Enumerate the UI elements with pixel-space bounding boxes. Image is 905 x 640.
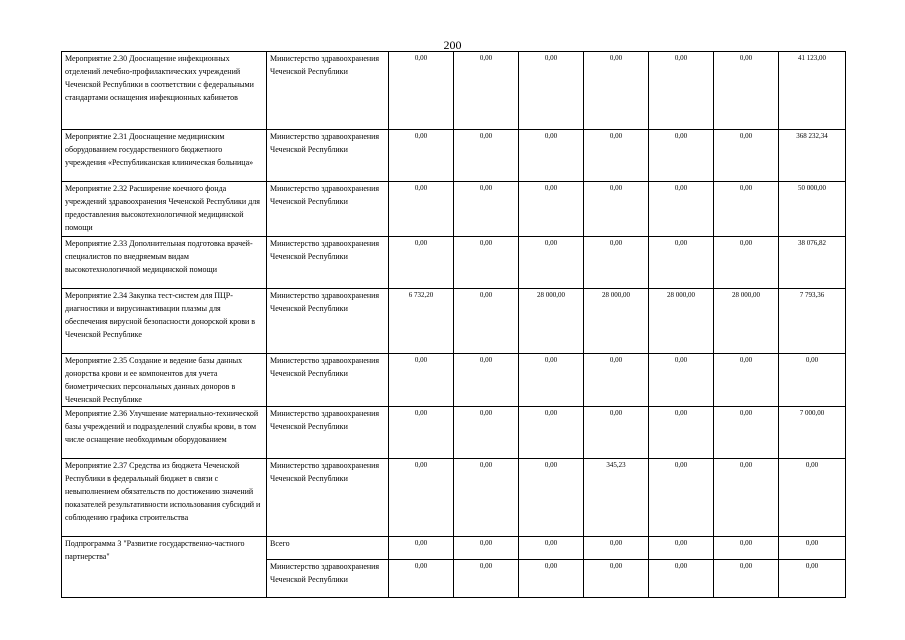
responsible-org: Министерство здравоохранения Чеченской Республики	[270, 132, 380, 154]
value-cell: 0,00	[714, 537, 779, 560]
value-cell: 0,00	[389, 407, 454, 459]
activity-name-cell	[62, 289, 267, 354]
value-cell: 28 000,00	[649, 289, 714, 354]
responsible-org: Министерство здравоохранения Чеченской Республики	[270, 54, 380, 76]
value-cell: 0,00	[519, 52, 584, 130]
value-cell: 0,00	[649, 560, 714, 598]
responsible-org-cell	[267, 52, 389, 130]
value-cell: 0,00	[454, 407, 519, 459]
activity-name: Мероприятие 2.30 Дооснащение инфекционных отделений лечебно-профилактических учреждений Чеченской Республики в соответствии с федеральными стандартами оснащения инфекционных кабинетов	[65, 54, 254, 102]
table-row	[62, 407, 846, 459]
value-cell: 0,00	[454, 354, 519, 407]
value-cell: 0,00	[454, 130, 519, 182]
subprogram-name-cell	[62, 537, 267, 598]
table-row	[62, 459, 846, 537]
activity-name: Мероприятие 2.33 Дополнительная подготовка врачей-специалистов по внедряемым видам высокотехнологичной медицинской помощи	[65, 239, 253, 274]
value-cell: 28 000,00	[584, 289, 649, 354]
value-cell: 50 000,00	[779, 182, 846, 237]
table-row	[62, 52, 846, 130]
responsible-org-cell	[267, 354, 389, 407]
value-cell: 0,00	[389, 537, 454, 560]
value-cell: 0,00	[519, 459, 584, 537]
value-cell: 0,00	[454, 459, 519, 537]
value-cell: 0,00	[519, 237, 584, 289]
value-cell: 0,00	[649, 52, 714, 130]
value-cell: 38 076,82	[779, 237, 846, 289]
responsible-org-cell	[267, 560, 389, 598]
value-cell: 0,00	[389, 237, 454, 289]
activity-name-cell	[62, 130, 267, 182]
activity-name: Мероприятие 2.36 Улучшение материально-технической базы учреждений и подразделений службы крови, в том числе оснащение необходимым оборудованием	[65, 409, 259, 444]
value-cell: 0,00	[779, 560, 846, 598]
budget-table	[61, 51, 846, 598]
activity-name-cell	[62, 237, 267, 289]
value-cell: 0,00	[649, 182, 714, 237]
table-row	[62, 130, 846, 182]
value-cell: 0,00	[714, 459, 779, 537]
value-cell: 0,00	[714, 52, 779, 130]
value-cell: 7 793,36	[779, 289, 846, 354]
value-cell: 0,00	[519, 182, 584, 237]
value-cell: 41 123,00	[779, 52, 846, 130]
value-cell: 0,00	[454, 52, 519, 130]
value-cell: 0,00	[389, 459, 454, 537]
activity-name-cell	[62, 182, 267, 237]
value-cell: 0,00	[584, 354, 649, 407]
value-cell: 0,00	[454, 182, 519, 237]
value-cell: 0,00	[779, 459, 846, 537]
value-cell: 0,00	[584, 182, 649, 237]
activity-name-cell	[62, 459, 267, 537]
responsible-org-cell	[267, 407, 389, 459]
value-cell: 0,00	[584, 537, 649, 560]
value-cell: 0,00	[714, 354, 779, 407]
value-cell: 0,00	[519, 354, 584, 407]
value-cell: 0,00	[584, 407, 649, 459]
value-cell: 0,00	[389, 130, 454, 182]
total-label: Всего	[270, 539, 290, 548]
table-body	[62, 52, 846, 598]
value-cell: 0,00	[649, 354, 714, 407]
value-cell: 0,00	[779, 537, 846, 560]
responsible-org-cell	[267, 289, 389, 354]
value-cell: 0,00	[714, 407, 779, 459]
value-cell: 0,00	[454, 237, 519, 289]
value-cell: 0,00	[649, 130, 714, 182]
page-number: 200	[443, 38, 462, 52]
activity-name-cell	[62, 407, 267, 459]
value-cell: 0,00	[779, 354, 846, 407]
value-cell: 0,00	[389, 354, 454, 407]
subprogram-name: Подпрограмма 3 "Развитие государственно-частного партнерства"	[65, 539, 245, 561]
value-cell: 0,00	[714, 560, 779, 598]
responsible-org: Министерство здравоохранения Чеченской Республики	[270, 409, 380, 431]
responsible-org: Министерство здравоохранения Чеченской Республики	[270, 184, 380, 206]
value-cell: 0,00	[584, 237, 649, 289]
value-cell: 28 000,00	[714, 289, 779, 354]
value-cell: 7 000,00	[779, 407, 846, 459]
value-cell: 0,00	[519, 130, 584, 182]
table-row	[62, 182, 846, 237]
responsible-org: Министерство здравоохранения Чеченской Республики	[270, 562, 380, 584]
value-cell: 6 732,20	[389, 289, 454, 354]
value-cell: 0,00	[584, 130, 649, 182]
responsible-org-cell	[267, 130, 389, 182]
value-cell: 0,00	[519, 560, 584, 598]
activity-name-cell	[62, 354, 267, 407]
value-cell: 368 232,34	[779, 130, 846, 182]
value-cell: 28 000,00	[519, 289, 584, 354]
responsible-org: Министерство здравоохранения Чеченской Республики	[270, 239, 380, 261]
activity-name: Мероприятие 2.34 Закупка тест-систем для ПЦР-диагностики и вирусинактивации плазмы для обеспечения вирусной безопасности донорской крови в Чеченской Республике	[65, 291, 256, 339]
subprogram-total-row	[62, 537, 846, 560]
value-cell: 0,00	[714, 130, 779, 182]
value-cell: 0,00	[454, 289, 519, 354]
table-row	[62, 354, 846, 407]
value-cell: 0,00	[649, 459, 714, 537]
value-cell: 0,00	[519, 407, 584, 459]
value-cell: 0,00	[454, 537, 519, 560]
value-cell: 0,00	[714, 182, 779, 237]
total-label-cell	[267, 537, 389, 560]
table-row	[62, 289, 846, 354]
responsible-org: Министерство здравоохранения Чеченской Республики	[270, 461, 380, 483]
value-cell: 0,00	[519, 537, 584, 560]
value-cell: 0,00	[584, 560, 649, 598]
value-cell: 0,00	[649, 537, 714, 560]
activity-name: Мероприятие 2.37 Средства из бюджета Чеченской Республики в федеральный бюджет в связи с невыполнением обязательств по достижению значений показателей результативности использования субсидий и соблюдению графика строительства	[65, 461, 261, 522]
value-cell: 345,23	[584, 459, 649, 537]
activity-name: Мероприятие 2.31 Дооснащение медицинским оборудованием государственного бюджетного учреждения «Республиканская клиническая больница»	[65, 132, 254, 167]
value-cell: 0,00	[454, 560, 519, 598]
value-cell: 0,00	[649, 407, 714, 459]
activity-name: Мероприятие 2.32 Расширение коечного фонда учреждений здравоохранения Чеченской Республики для предоставления высокотехнологичной медицинской помощи	[65, 184, 260, 232]
value-cell: 0,00	[389, 182, 454, 237]
responsible-org: Министерство здравоохранения Чеченской Республики	[270, 291, 380, 313]
responsible-org: Министерство здравоохранения Чеченской Республики	[270, 356, 380, 378]
value-cell: 0,00	[584, 52, 649, 130]
activity-name: Мероприятие 2.35 Создание и ведение базы данных донорства крови и ее компонентов для учета биометрических персональных данных доноров в Чеченской Республике	[65, 356, 243, 404]
value-cell: 0,00	[389, 52, 454, 130]
value-cell: 0,00	[714, 237, 779, 289]
responsible-org-cell	[267, 182, 389, 237]
value-cell: 0,00	[389, 560, 454, 598]
value-cell: 0,00	[649, 237, 714, 289]
activity-name-cell	[62, 52, 267, 130]
responsible-org-cell	[267, 237, 389, 289]
table-row	[62, 237, 846, 289]
responsible-org-cell	[267, 459, 389, 537]
